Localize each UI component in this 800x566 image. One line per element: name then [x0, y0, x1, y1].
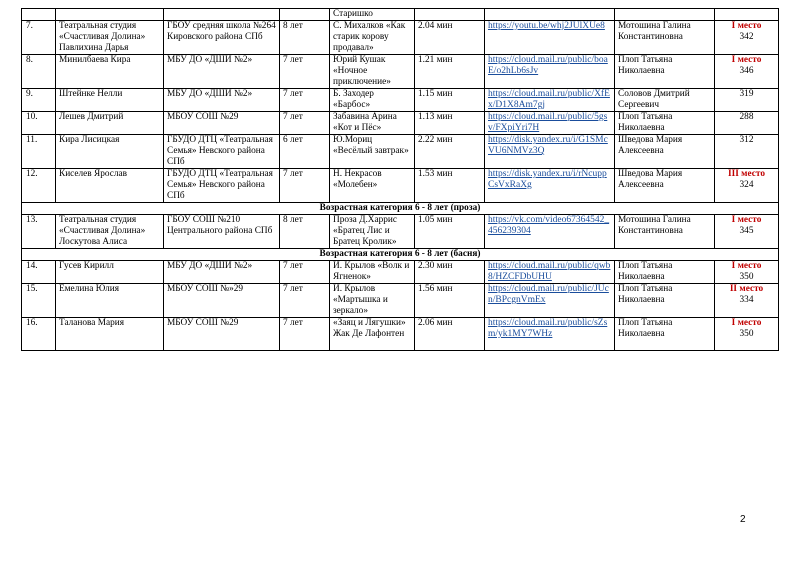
teacher-name: Плоп Татьяна Николаевна	[615, 318, 715, 351]
work-title: И. Крылов «Волк и Ягненок»	[330, 261, 415, 284]
school-name: МБОУ СОШ №29	[164, 318, 280, 351]
score: 342	[739, 32, 754, 42]
video-link[interactable]: https://cloud.mail.ru/public/boaE/o2hLb6sJv	[485, 55, 615, 89]
place-label: I место	[731, 318, 762, 328]
teacher-name: Плоп Татьяна Николаевна	[615, 112, 715, 135]
school-name: ГБОУ СОШ №210 Центрального района СПб	[164, 215, 280, 249]
table-row	[22, 112, 779, 135]
row-number: 15.	[22, 284, 56, 318]
participant-name: Кира Лисицкая	[56, 135, 164, 169]
row-number: 13.	[22, 215, 56, 249]
work-title: Ю.Мориц «Весёлый завтрак»	[330, 135, 415, 169]
table-row	[22, 215, 779, 249]
teacher-name: Плоп Татьяна Николаевна	[615, 55, 715, 89]
score: 345	[739, 226, 754, 236]
result-cell	[715, 318, 779, 351]
duration: 2.30 мин	[415, 261, 485, 284]
duration: 2.06 мин	[415, 318, 485, 351]
participant-name: Гусев Кирилл	[56, 261, 164, 284]
school-name: ГБУДО ДТЦ «Театральная Семья» Невского района СПб	[164, 169, 280, 203]
school-name: МБОУ СОШ №29	[164, 112, 280, 135]
age: 7 лет	[280, 318, 330, 351]
table-row	[22, 261, 779, 284]
work-title: И. Крылов «Мартышка и зеркало»	[330, 284, 415, 318]
duration: 1.05 мин	[415, 215, 485, 249]
teacher-name: Шведова Мария Алексеевна	[615, 135, 715, 169]
age: 7 лет	[280, 55, 330, 89]
school-name: МБУ ДО «ДШИ №2»	[164, 261, 280, 284]
table-row	[22, 9, 779, 21]
school-name: ГБУДО ДТЦ «Театральная Семья» Невского района СПб	[164, 135, 280, 169]
school-name: ГБОУ средняя школа №264 Кировского района СПб	[164, 21, 280, 55]
teacher-name: Мотошина Галина Константиновна	[615, 21, 715, 55]
duration: 1.15 мин	[415, 89, 485, 112]
row-number: 11.	[22, 135, 56, 169]
work-title: Проза Д.Харрис «Братец Лис и Братец Кролик»	[330, 215, 415, 249]
score: 334	[739, 295, 754, 305]
category-row-fable	[22, 249, 779, 261]
work-title: Юрий Кушак «Ночное приключение»	[330, 55, 415, 89]
category-heading: Возрастная категория 6 - 8 лет (басня)	[22, 249, 779, 261]
participant-name: Театральная студия «Счастливая Долина» Лоскутова Алиса	[56, 215, 164, 249]
duration: 2.04 мин	[415, 21, 485, 55]
teacher-name: Соловов Дмитрий Сергеевич	[615, 89, 715, 112]
participant-name: Емелина Юлия	[56, 284, 164, 318]
participant-name: Киселев Ярослав	[56, 169, 164, 203]
teacher-name: Шведова Мария Алексеевна	[615, 169, 715, 203]
age: 8 лет	[280, 21, 330, 55]
work-title: С. Михалков «Как старик корову продавал»	[330, 21, 415, 55]
place-label: I место	[731, 215, 762, 225]
age: 8 лет	[280, 215, 330, 249]
result-cell	[715, 261, 779, 284]
work-title: Б. Заходер «Барбос»	[330, 89, 415, 112]
participant-name: Штейнке Нелли	[56, 89, 164, 112]
page-number: 2	[740, 514, 746, 525]
table-row	[22, 55, 779, 89]
score: 324	[739, 180, 754, 190]
score: 312	[739, 135, 754, 145]
school-name: МБОУ СОШ №»29	[164, 284, 280, 318]
video-link[interactable]: https://cloud.mail.ru/public/qwb8/HZCFDbUHU	[485, 261, 615, 284]
results-table	[21, 8, 779, 351]
result-cell	[715, 135, 779, 169]
row-number: 16.	[22, 318, 56, 351]
result-cell	[715, 215, 779, 249]
age: 7 лет	[280, 169, 330, 203]
video-link[interactable]: https://disk.yandex.ru/i/rNcuppCsVxRaXg	[485, 169, 615, 203]
category-heading: Возрастная категория 6 - 8 лет (проза)	[22, 203, 779, 215]
score: 350	[739, 329, 754, 339]
teacher-name: Плоп Татьяна Николаевна	[615, 261, 715, 284]
place-label: I место	[731, 55, 762, 65]
video-link[interactable]: https://cloud.mail.ru/public/5gsv/FXpiYri7H	[485, 112, 615, 135]
result-cell	[715, 169, 779, 203]
work-cell: Старишко	[330, 9, 415, 21]
school-name: МБУ ДО «ДШИ №2»	[164, 89, 280, 112]
table-row	[22, 135, 779, 169]
score: 350	[739, 272, 754, 282]
table-row	[22, 89, 779, 112]
row-number: 9.	[22, 89, 56, 112]
category-row-prose	[22, 203, 779, 215]
participant-name: Театральная студия «Счастливая Долина» Павлихина Дарья	[56, 21, 164, 55]
row-number: 7.	[22, 21, 56, 55]
school-name: МБУ ДО «ДШИ №2»	[164, 55, 280, 89]
video-link[interactable]: https://cloud.mail.ru/public/JUcn/BPcgnVmEx	[485, 284, 615, 318]
result-cell	[715, 55, 779, 89]
place-label: II место	[729, 284, 764, 294]
score: 346	[739, 66, 754, 76]
video-link[interactable]: https://cloud.mail.ru/public/XfEx/D1X8Am7gj	[485, 89, 615, 112]
work-title: Н. Некрасов «Молебен»	[330, 169, 415, 203]
work-title: «Заяц и Лягушки» Жак Де Лафонтен	[330, 318, 415, 351]
table-row	[22, 318, 779, 351]
teacher-name: Мотошина Галина Константиновна	[615, 215, 715, 249]
participant-name: Таланова Мария	[56, 318, 164, 351]
video-link[interactable]: https://youtu.be/whj2JUlXUe8	[485, 21, 615, 55]
participant-name: Лешев Дмитрий	[56, 112, 164, 135]
teacher-name: Плоп Татьяна Николаевна	[615, 284, 715, 318]
table-row	[22, 169, 779, 203]
work-title: Забавина Арина «Кот и Пёс»	[330, 112, 415, 135]
duration: 1.13 мин	[415, 112, 485, 135]
table-row	[22, 284, 779, 318]
table-row	[22, 21, 779, 55]
row-number: 8.	[22, 55, 56, 89]
row-number: 10.	[22, 112, 56, 135]
age: 7 лет	[280, 261, 330, 284]
video-link[interactable]: https://disk.yandex.ru/i/G1SMcVU6NMVz3Q	[485, 135, 615, 169]
score: 288	[739, 112, 754, 122]
row-number: 12.	[22, 169, 56, 203]
result-cell	[715, 21, 779, 55]
result-cell	[715, 89, 779, 112]
video-link[interactable]: https://vk.com/video67364542_456239304	[485, 215, 615, 249]
place-label: I место	[731, 261, 762, 271]
row-number: 14.	[22, 261, 56, 284]
participant-name: Минилбаева Кира	[56, 55, 164, 89]
age: 7 лет	[280, 284, 330, 318]
age: 7 лет	[280, 89, 330, 112]
duration: 2.22 мин	[415, 135, 485, 169]
place-label: I место	[731, 21, 762, 31]
age: 6 лет	[280, 135, 330, 169]
place-label: III место	[728, 169, 765, 179]
age: 7 лет	[280, 112, 330, 135]
result-cell	[715, 284, 779, 318]
score: 319	[739, 89, 754, 99]
result-cell	[715, 112, 779, 135]
video-link[interactable]: https://cloud.mail.ru/public/sZsm/yk1MY7WHz	[485, 318, 615, 351]
duration: 1.21 мин	[415, 55, 485, 89]
duration: 1.53 мин	[415, 169, 485, 203]
duration: 1.56 мин	[415, 284, 485, 318]
